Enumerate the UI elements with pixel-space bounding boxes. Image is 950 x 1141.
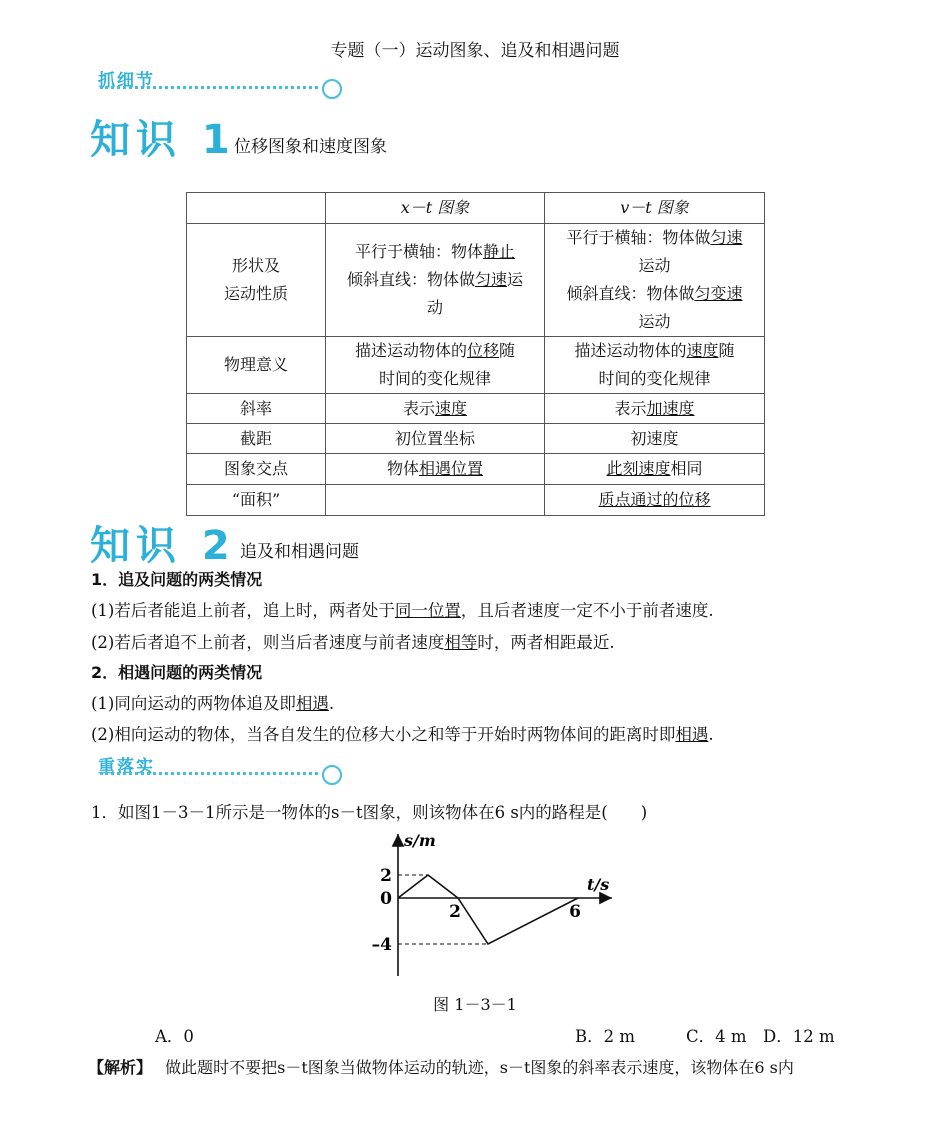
- row-label: 物理意义: [187, 337, 326, 394]
- graph-comparison-table: [186, 192, 765, 516]
- x-tick-label: 6: [569, 902, 581, 922]
- table-header-cell: x－t 图象: [326, 193, 545, 224]
- table-header-row: [187, 193, 765, 224]
- figure-caption: 图 1－3－1: [433, 995, 517, 1014]
- meet-problem-title: 2．相遇问题的两类情况: [91, 663, 263, 682]
- knowledge-2-subtitle: 追及和相遇问题: [240, 542, 359, 562]
- choice-a: A．0: [155, 1027, 194, 1046]
- chase-case-2: (2)若后者追不上前者，则当后者速度与前者速度相等时，两者相距最近.: [91, 633, 615, 652]
- table-row: [187, 485, 765, 516]
- row-label: 斜率: [187, 394, 326, 424]
- displacement-series-line: [398, 875, 578, 944]
- choice-c: C．4 m: [686, 1027, 747, 1046]
- table-row: [187, 224, 765, 337]
- question-1: 1．如图1－3－1所示是一物体的s－t图象，则该物体在6 s内的路程是( ): [91, 803, 648, 822]
- y-tick-label: –4: [371, 935, 392, 955]
- cell-vt-shape: 平行于横轴：物体做匀速 运动 倾斜直线：物体做匀变速 运动: [545, 224, 765, 337]
- meet-case-1: (1)同向运动的两物体追及即相遇.: [91, 694, 335, 713]
- chase-problem-title: 1．追及问题的两类情况: [91, 570, 263, 589]
- table-row: [187, 454, 765, 485]
- table-header-cell: [187, 193, 326, 224]
- tag-ring-icon: [322, 79, 342, 99]
- chase-case-1: (1)若后者能追上前者，追上时，两者处于同一位置，且后者速度一定不小于前者速度.: [91, 601, 714, 620]
- knowledge-1-subtitle: 位移图象和速度图象: [234, 137, 387, 157]
- y-axis-label: s/m: [404, 831, 436, 850]
- y-tick-label: 2: [380, 866, 392, 886]
- s-t-graph: [340, 826, 640, 986]
- analysis-paragraph: [88, 1055, 794, 1078]
- cell-xt-intercept: 初位置坐标: [326, 424, 545, 454]
- tag-dotted-rule: [100, 772, 318, 775]
- cell-xt-intersection: 物体相遇位置: [326, 454, 545, 485]
- table-row: [187, 337, 765, 394]
- cell-vt-intercept: 初速度: [545, 424, 765, 454]
- analysis-text: 做此题时不要把s－t图象当做物体运动的轨迹，s－t图象的斜率表示速度，该物体在6 s内: [165, 1058, 794, 1077]
- choice-d: D．12 m: [763, 1027, 835, 1046]
- meet-case-2: (2)相向运动的物体，当各自发生的位移大小之和等于开始时两物体间的距离时即相遇.: [91, 725, 714, 744]
- analysis-label: 【解析】: [88, 1058, 153, 1077]
- row-label: 截距: [187, 424, 326, 454]
- cell-vt-intersection: 此刻速度相同: [545, 454, 765, 485]
- table-row: [187, 394, 765, 424]
- cell-vt-meaning: 描述运动物体的速度随 时间的变化规律: [545, 337, 765, 394]
- y-tick-label: 0: [380, 889, 392, 909]
- section-tag-practice: 重落实: [98, 757, 155, 777]
- tag-ring-icon: [322, 765, 342, 785]
- cell-vt-slope: 表示加速度: [545, 394, 765, 424]
- cell-xt-shape: 平行于横轴：物体静止 倾斜直线：物体做匀速运 动: [326, 224, 545, 337]
- knowledge-1-heading: 知识 1: [90, 117, 236, 163]
- cell-vt-area: 质点通过的位移: [545, 485, 765, 516]
- knowledge-2-heading: 知识 2: [90, 523, 236, 569]
- row-label: “面积”: [187, 485, 326, 516]
- table-header-cell: v－t 图象: [545, 193, 765, 224]
- x-axis-label: t/s: [587, 875, 610, 894]
- x-tick-label: 2: [449, 902, 461, 922]
- choice-b: B．2 m: [575, 1027, 636, 1046]
- section-tag-details: 抓细节: [98, 71, 155, 91]
- page-title: 专题（一）运动图象、追及和相遇问题: [330, 41, 620, 61]
- cell-xt-area: [326, 485, 545, 516]
- cell-xt-slope: 表示速度: [326, 394, 545, 424]
- row-label: 图象交点: [187, 454, 326, 485]
- row-label: 形状及 运动性质: [187, 224, 326, 337]
- cell-xt-meaning: 描述运动物体的位移随 时间的变化规律: [326, 337, 545, 394]
- table-row: [187, 424, 765, 454]
- tag-dotted-rule: [100, 86, 318, 89]
